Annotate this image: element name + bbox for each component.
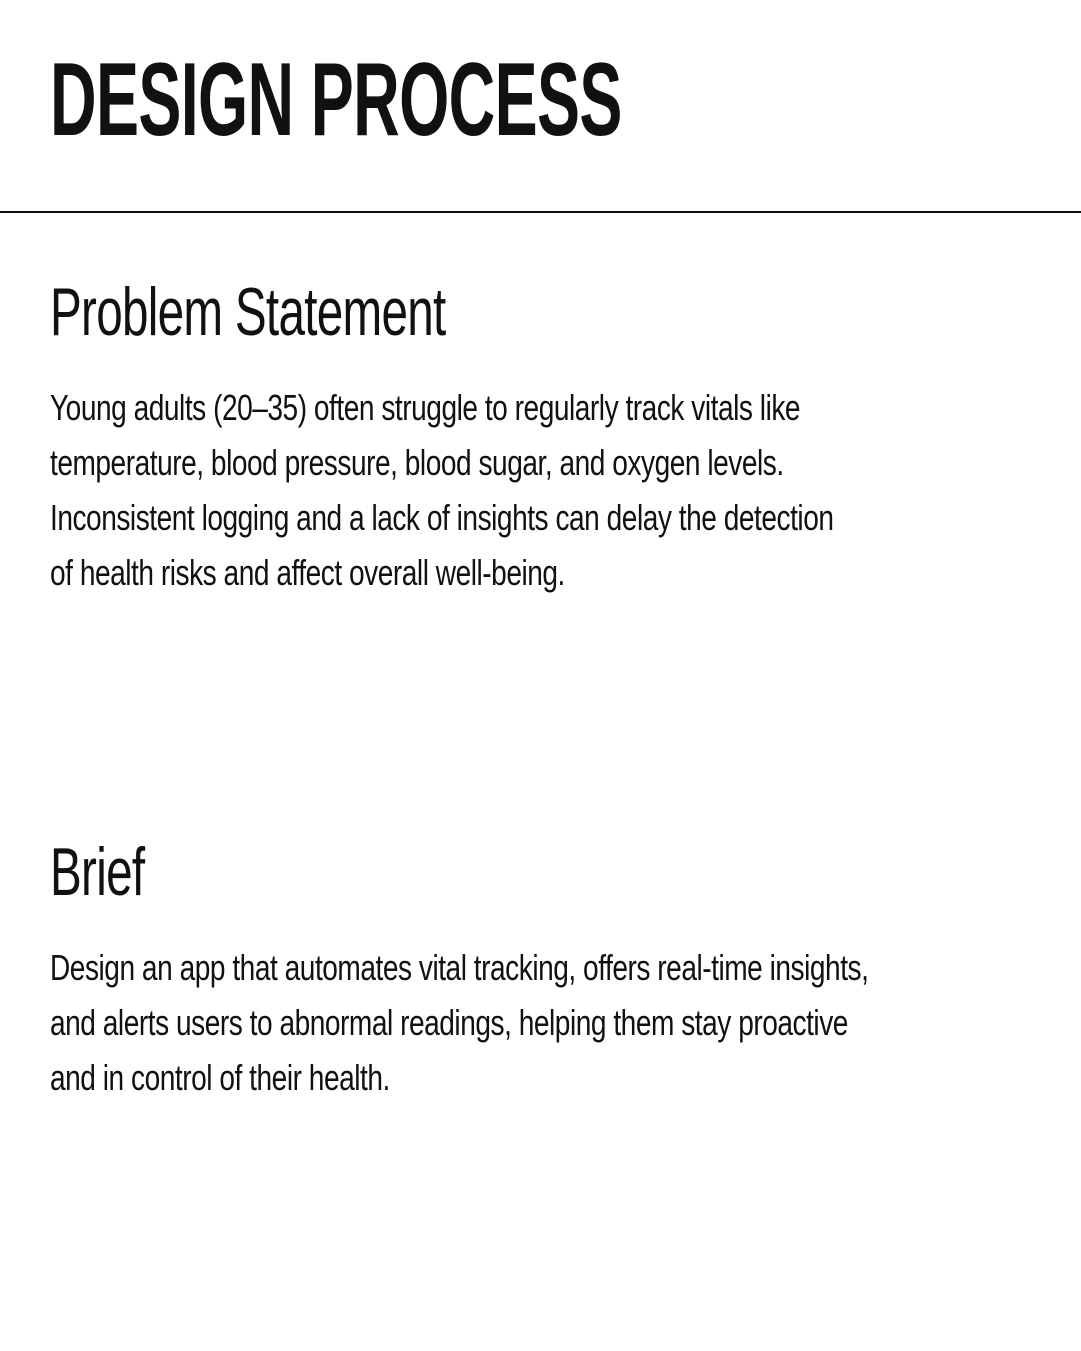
brief-heading: Brief bbox=[50, 834, 145, 910]
title-divider bbox=[0, 211, 1081, 213]
brief-text bbox=[50, 940, 868, 1105]
brief-line: Design an app that automates vital tracking, offers real-time insights, bbox=[50, 947, 869, 988]
brief-line: and in control of their health. bbox=[50, 1057, 390, 1098]
problem-statement-heading: Problem Statement bbox=[50, 274, 446, 350]
problem-statement-line: Young adults (20–35) often struggle to regularly track vitals like bbox=[50, 387, 801, 428]
problem-statement-text bbox=[50, 380, 834, 600]
brief-line: and alerts users to abnormal readings, helping them stay proactive bbox=[50, 1002, 848, 1043]
problem-statement-line: Inconsistent logging and a lack of insights can delay the detection bbox=[50, 497, 834, 538]
page-title: DESIGN PROCESS bbox=[50, 42, 622, 158]
problem-statement-line: of health risks and affect overall well-being. bbox=[50, 552, 565, 593]
problem-statement-line: temperature, blood pressure, blood sugar, and oxygen levels. bbox=[50, 442, 784, 483]
